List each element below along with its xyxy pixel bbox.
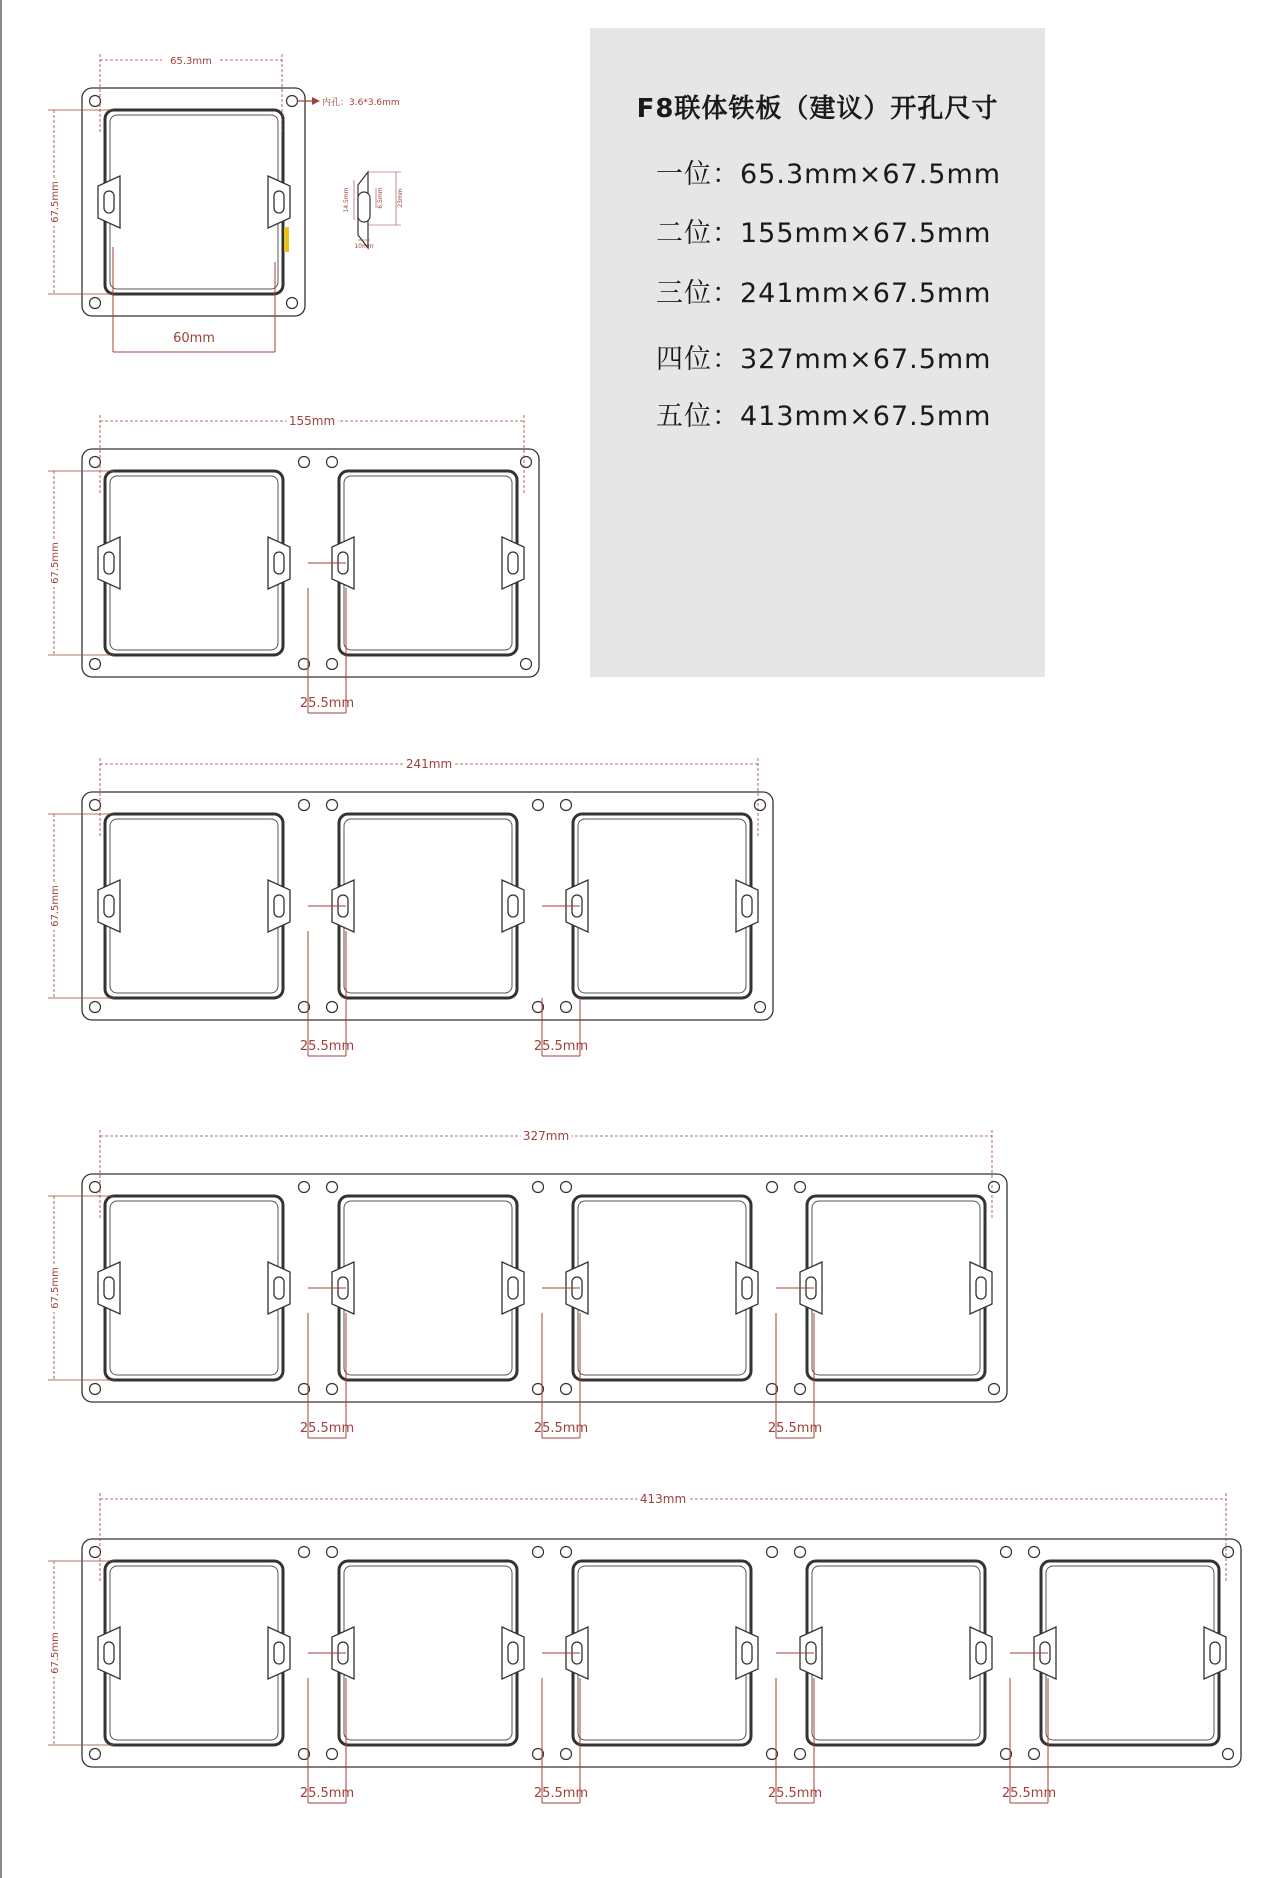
mounting-hole [1001, 1547, 1012, 1558]
mounting-hole [795, 1547, 806, 1558]
mounting-hole [795, 1182, 806, 1193]
mounting-hole [90, 1384, 101, 1395]
height-dimension-label: 67.5mm [50, 542, 61, 584]
socket-frame [807, 1561, 985, 1745]
mounting-hole [561, 1749, 572, 1760]
width-dimension-label: 155mm [288, 414, 336, 428]
mounting-hole [561, 1547, 572, 1558]
mounting-hole [90, 96, 101, 107]
detail-label-4: 10mm [354, 243, 374, 250]
mounting-hole [90, 1182, 101, 1193]
socket-frame [339, 1561, 517, 1745]
slot-hole [508, 552, 518, 574]
socket-frame [573, 1196, 751, 1380]
height-dimension-label: 67.5mm [50, 1267, 61, 1309]
hole-callout-arrow [312, 97, 320, 105]
mounting-hole [767, 1182, 778, 1193]
mounting-hole [533, 1182, 544, 1193]
socket-frame [339, 471, 517, 655]
socket-frame [105, 471, 283, 655]
mounting-hole [327, 1002, 338, 1013]
width-dimension-label: 413mm [639, 1492, 687, 1506]
slot-hole [274, 191, 284, 213]
spec-line-4: 四位：327mm×67.5mm [656, 344, 992, 375]
slot-hole [976, 1277, 986, 1299]
mounting-hole [327, 1182, 338, 1193]
mounting-hole [755, 1002, 766, 1013]
width-dimension-label: 327mm [522, 1129, 570, 1143]
spec-line-5: 五位：413mm×67.5mm [656, 401, 992, 432]
slot-hole [1210, 1642, 1220, 1664]
width-dimension-label: 65.3mm [170, 56, 212, 67]
mounting-hole [287, 298, 298, 309]
width-dimension-label: 241mm [405, 757, 453, 771]
mounting-hole [287, 96, 298, 107]
mounting-hole [90, 1002, 101, 1013]
spacing-dimension-label: 25.5mm [533, 1039, 589, 1054]
slot-hole [274, 1277, 284, 1299]
mounting-hole [327, 1547, 338, 1558]
mounting-hole [327, 659, 338, 670]
slot-hole [104, 552, 114, 574]
bottom-dimension-label: 60mm [173, 331, 215, 346]
detail-slot [358, 192, 370, 222]
spacing-dimension-label: 25.5mm [533, 1786, 589, 1801]
drawing-2-gang [46, 413, 539, 713]
mounting-hole [521, 659, 532, 670]
slot-hole [508, 1642, 518, 1664]
spacing-dimension-label: 25.5mm [299, 1039, 355, 1054]
mounting-hole [561, 1384, 572, 1395]
drawing-1-gang [46, 52, 404, 352]
mounting-hole [299, 1182, 310, 1193]
mounting-hole [1029, 1547, 1040, 1558]
mounting-hole [299, 1547, 310, 1558]
detail-label-2: 6.5mm [377, 187, 384, 209]
slot-hole [508, 895, 518, 917]
slot-hole [274, 552, 284, 574]
socket-frame [105, 814, 283, 998]
socket-frame [105, 1196, 283, 1380]
mounting-hole [299, 800, 310, 811]
mounting-hole [327, 800, 338, 811]
spacing-dimension-label: 25.5mm [299, 1786, 355, 1801]
mounting-hole [767, 1547, 778, 1558]
slot-hole [104, 895, 114, 917]
drawing-5-gang [46, 1491, 1241, 1803]
socket-frame [807, 1196, 985, 1380]
highlight-marker [284, 227, 289, 252]
ear-detail-view [343, 172, 404, 250]
mounting-hole [1223, 1749, 1234, 1760]
drawing-3-gang [46, 756, 773, 1056]
spacing-dimension-label: 25.5mm [533, 1421, 589, 1436]
slot-hole [508, 1277, 518, 1299]
mounting-hole [533, 1547, 544, 1558]
mounting-hole [327, 1749, 338, 1760]
socket-frame [573, 1561, 751, 1745]
socket-frame [105, 1561, 283, 1745]
mounting-hole [561, 800, 572, 811]
mounting-hole [90, 298, 101, 309]
mounting-hole [1223, 1547, 1234, 1558]
socket-frame [339, 1196, 517, 1380]
height-dimension-label: 67.5mm [50, 885, 61, 927]
spacing-dimension-label: 25.5mm [1001, 1786, 1057, 1801]
spacing-dimension-label: 25.5mm [767, 1421, 823, 1436]
mounting-hole [521, 457, 532, 468]
hole-callout-label: 内孔：3.6*3.6mm [322, 98, 400, 108]
socket-frame [105, 110, 283, 294]
mounting-hole [90, 659, 101, 670]
mounting-hole [327, 457, 338, 468]
mounting-hole [90, 800, 101, 811]
mounting-hole [533, 800, 544, 811]
slot-hole [742, 1277, 752, 1299]
mounting-hole [989, 1384, 1000, 1395]
spec-title: F8联体铁板（建议）开孔尺寸 [636, 94, 999, 124]
detail-label-1: 14.5mm [343, 187, 350, 213]
slot-hole [274, 895, 284, 917]
mounting-hole [90, 1547, 101, 1558]
mounting-hole [327, 1384, 338, 1395]
mounting-hole [561, 1182, 572, 1193]
mounting-hole [755, 800, 766, 811]
mounting-hole [561, 1002, 572, 1013]
detail-label-3: 23mm [397, 188, 404, 208]
slot-hole [104, 191, 114, 213]
spacing-dimension-label: 25.5mm [299, 1421, 355, 1436]
socket-frame [339, 814, 517, 998]
drawing-4-gang [46, 1128, 1007, 1438]
mounting-hole [90, 457, 101, 468]
slot-hole [976, 1642, 986, 1664]
mounting-hole [989, 1182, 1000, 1193]
mounting-hole [299, 457, 310, 468]
height-dimension-label: 67.5mm [50, 1632, 61, 1674]
spec-line-1: 一位：65.3mm×67.5mm [656, 159, 1002, 190]
height-dimension-label: 67.5mm [50, 181, 61, 223]
slot-hole [274, 1642, 284, 1664]
slot-hole [104, 1642, 114, 1664]
spacing-dimension-label: 25.5mm [299, 696, 355, 711]
spacing-dimension-label: 25.5mm [767, 1786, 823, 1801]
slot-hole [104, 1277, 114, 1299]
slot-hole [742, 895, 752, 917]
socket-frame [1041, 1561, 1219, 1745]
spec-line-2: 二位：155mm×67.5mm [656, 218, 992, 249]
mounting-hole [1029, 1749, 1040, 1760]
spec-panel [590, 28, 1045, 677]
spec-line-3: 三位：241mm×67.5mm [656, 278, 992, 309]
slot-hole [742, 1642, 752, 1664]
socket-frame [573, 814, 751, 998]
mounting-hole [90, 1749, 101, 1760]
mounting-hole [795, 1749, 806, 1760]
mounting-hole [795, 1384, 806, 1395]
